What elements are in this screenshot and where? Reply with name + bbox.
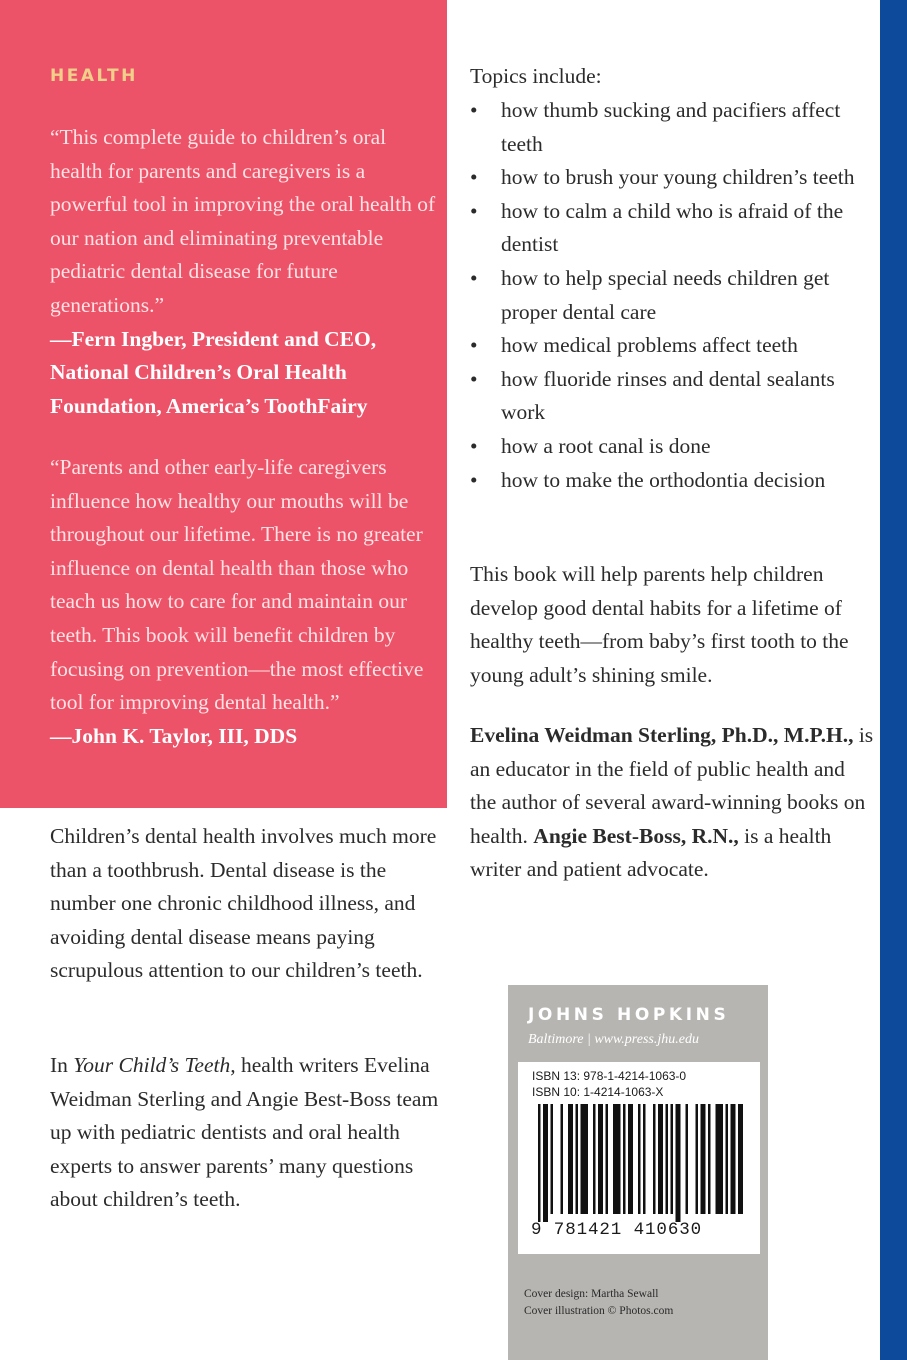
spine-edge-strip <box>880 0 907 1360</box>
barcode-bar <box>671 1104 674 1214</box>
barcode-bar <box>613 1104 621 1214</box>
list-item: • how fluoride rinses and dental sealants work <box>470 363 875 430</box>
barcode-bar <box>568 1104 573 1214</box>
barcode-bar <box>738 1104 743 1214</box>
quote-1-attribution: —Fern Ingber, President and CEO, National Children’s Oral Health Foundation, America’s ToothFairy <box>50 326 377 418</box>
list-item: • how thumb sucking and pacifiers affect teeth <box>470 94 875 161</box>
list-item: • how to brush your young children’s teeth <box>470 161 875 195</box>
barcode-bar <box>686 1104 689 1214</box>
barcode-bar <box>628 1104 633 1214</box>
barcode-bar <box>538 1104 541 1222</box>
list-item: • how a root canal is done <box>470 430 875 464</box>
barcode-bar <box>666 1104 669 1214</box>
barcode-bar <box>543 1104 548 1222</box>
barcode-bar <box>716 1104 724 1214</box>
isbn-13: ISBN 13: 978-1-4214-1063-0 <box>532 1069 687 1083</box>
barcode-bars <box>518 1104 760 1222</box>
quote-1-text: “This complete guide to children’s oral health for parents and caregivers is a powerful tool in improving the oral health of our nation and eliminating preventable pediatric dental disease for future generations.” <box>50 125 436 317</box>
book-description-paragraph <box>50 1049 445 1217</box>
barcode-bar <box>598 1104 603 1214</box>
summary-paragraph: This book will help parents help children develop good dental habits for a lifetime of healthy teeth—from baby’s first tooth to the young adult’s shining smile. <box>470 562 849 687</box>
bullet: • <box>470 333 478 358</box>
barcode-bar <box>606 1104 609 1214</box>
barcode-bar <box>551 1104 554 1214</box>
barcode-bar <box>658 1104 663 1214</box>
barcode-bar <box>561 1104 564 1214</box>
author-1-name: Evelina Weidman Sterling, Ph.D., M.P.H., <box>470 723 854 747</box>
bullet: • <box>470 198 478 223</box>
desc-rest: health writers Evelina Weidman Sterling and Angie Best-Boss team up with pediatric dentists and oral health experts to answer parents’ many questions about children’s teeth. <box>50 1053 439 1212</box>
list-item: • how medical problems affect teeth <box>470 329 875 363</box>
endorsement-quote-1 <box>50 121 440 423</box>
barcode-bar <box>623 1104 626 1214</box>
barcode-bar <box>676 1104 681 1222</box>
bullet: • <box>470 467 478 492</box>
barcode-bar <box>593 1104 596 1214</box>
author-2-name: Angie Best-Boss, R.N., <box>533 823 739 848</box>
list-item: • how to make the orthodontia decision <box>470 464 875 498</box>
intro-paragraph: Children’s dental health involves much more than a toothbrush. Dental disease is the number one chronic childhood illness, and avoiding dental disease means paying scrupulous attention to our children’s teeth. <box>50 824 437 983</box>
desc-prefix: In <box>50 1053 74 1077</box>
quote-2-attribution: —John K. Taylor, III, DDS <box>50 723 298 748</box>
barcode-bar <box>696 1104 699 1214</box>
barcode-bar <box>576 1104 579 1214</box>
barcode-bar <box>643 1104 646 1214</box>
barcode-bar <box>653 1104 656 1214</box>
author-1-bio: is an educator in the field of public health and the author of several award-winning books on health. <box>470 723 874 848</box>
endorsement-quote-2 <box>50 451 440 753</box>
list-item: • how to calm a child who is afraid of the dentist <box>470 195 875 262</box>
book-title: Your Child’s Teeth, <box>73 1053 236 1077</box>
cover-design-credit: Cover design: Martha Sewall <box>524 1288 659 1300</box>
barcode-panel <box>518 1062 760 1254</box>
barcode-block <box>508 985 768 1360</box>
author-bio-paragraph <box>470 719 875 887</box>
barcode-bar <box>638 1104 641 1214</box>
publisher-name: JOHNS HOPKINS <box>528 1005 730 1025</box>
topics-list <box>470 94 875 497</box>
bullet: • <box>470 165 478 190</box>
isbn-10: ISBN 10: 1-4214-1063-X <box>532 1085 664 1099</box>
quote-2-text: “Parents and other early-life caregivers influence how healthy our mouths will be throughout our lifetime. There is no greater influence on dental health than those who teach us how to care for and maintain our teeth. This book will benefit children by focusing on prevention—the most effective tool for improving dental health.” <box>50 455 424 715</box>
barcode-digits: 9 781421 410630 <box>531 1220 703 1240</box>
barcode-bar <box>731 1104 736 1214</box>
barcode-bar <box>581 1104 589 1214</box>
bullet: • <box>470 366 478 391</box>
bullet: • <box>470 433 478 458</box>
cover-illustration-credit: Cover illustration © Photos.com <box>524 1305 674 1317</box>
category-label: HEALTH <box>50 66 138 86</box>
list-item: • how to help special needs children get proper dental care <box>470 262 875 329</box>
barcode-bar <box>701 1104 706 1214</box>
publisher-city-url: Baltimore | www.press.jhu.edu <box>528 1032 699 1047</box>
bullet: • <box>470 265 478 290</box>
topics-heading: Topics include: <box>470 64 602 88</box>
barcode-bar <box>708 1104 711 1214</box>
barcode-bar <box>726 1104 729 1214</box>
bullet: • <box>470 98 478 122</box>
author-2-bio: is a health writer and patient advocate. <box>470 823 832 882</box>
